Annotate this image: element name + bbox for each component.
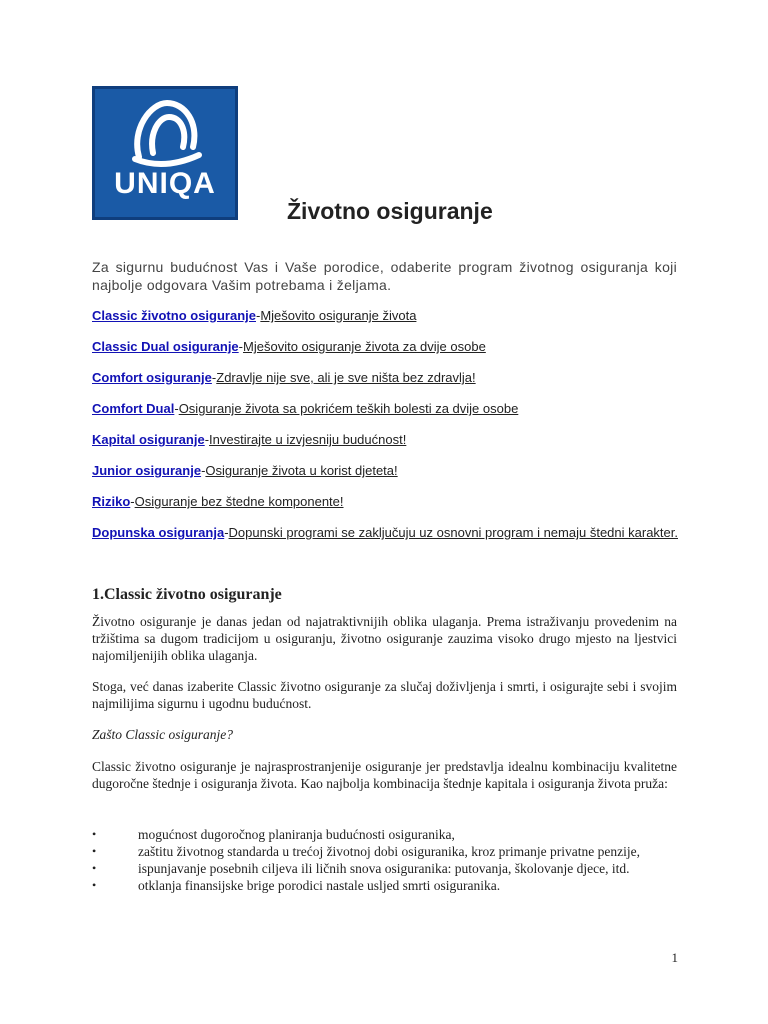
program-item: Comfort Dual-Osiguranje života sa pokrićem teških bolesti za dvije osobe <box>92 401 519 416</box>
program-item: Dopunska osiguranja-Dopunski programi se zaključuju uz osnovni program i nemaju štedni karakter. <box>92 525 678 540</box>
intro-paragraph: Za sigurnu budućnost Vas i Vaše porodice, odaberite program životnog osiguranja koji najbolje odgovara Vašim potrebama i željama. <box>92 259 677 293</box>
program-description[interactable]: Osiguranje bez štedne komponente! <box>134 494 344 509</box>
program-description[interactable]: Osiguranje života sa pokrićem teških bolesti za dvije osobe <box>178 401 519 416</box>
program-list <box>92 308 678 556</box>
program-description[interactable]: Mješovito osiguranje života <box>260 308 417 323</box>
program-item: Classic Dual osiguranje-Mješovito osiguranje života za dvije osobe <box>92 339 486 354</box>
program-item: Classic životno osiguranje-Mješovito osiguranje života <box>92 308 417 323</box>
section-subheading: Zašto Classic osiguranje? <box>92 727 234 742</box>
program-item: Comfort osiguranje-Zdravlje nije sve, ali je sve ništa bez zdravlja! <box>92 370 476 385</box>
list-item: • otklanja finansijske brige porodici nastale usljed smrti osiguranika. <box>92 878 501 893</box>
list-item: • zaštitu životnog standarda u trećoj životnoj dobi osiguranika, kroz primanje privatne penzije, <box>92 844 640 859</box>
program-item: Kapital osiguranje-Investirajte u izvjesniju budućnost! <box>92 432 407 447</box>
program-link-junior[interactable]: Junior osiguranje <box>92 463 202 478</box>
program-link-riziko[interactable]: Riziko <box>92 494 131 509</box>
benefits-list <box>92 826 677 894</box>
program-link-dopunska[interactable]: Dopunska osiguranja <box>92 525 225 540</box>
program-description[interactable]: Dopunski programi se zaključuju uz osnovni program i nemaju štedni karakter. <box>228 525 678 540</box>
bullet-icon: • <box>92 844 97 858</box>
page-number: 1 <box>671 950 678 965</box>
section-paragraph-2: Stoga, već danas izaberite Classic životno osiguranje za slučaj doživljenja i smrti, i osigurajte sebi i svojim najmilijima sigurnu i ugodnu budućnost. <box>92 679 677 711</box>
program-description[interactable]: Zdravlje nije sve, ali je sve ništa bez zdravlja! <box>216 370 476 385</box>
list-item: • ispunjavanje posebnih ciljeva ili ličnih snova osiguranika: putovanja, školovanje djece, itd. <box>92 861 630 876</box>
program-link-comfort-dual[interactable]: Comfort Dual <box>92 401 175 416</box>
uniqa-logo <box>92 86 238 220</box>
list-item: • mogućnost dugoročnog planiranja budućnosti osiguranika, <box>92 827 455 842</box>
page-title: Životno osiguranje <box>287 198 493 224</box>
program-link-comfort[interactable]: Comfort osiguranje <box>92 370 212 385</box>
program-description[interactable]: Osiguranje života u korist djeteta! <box>205 463 398 478</box>
program-link-kapital[interactable]: Kapital osiguranje <box>92 432 205 447</box>
program-description[interactable]: Mješovito osiguranje života za dvije osobe <box>243 339 486 354</box>
section-title: 1.Classic životno osiguranje <box>92 586 282 603</box>
logo-text: UNIQA <box>114 167 216 200</box>
program-link-classic[interactable]: Classic životno osiguranje <box>92 308 256 323</box>
program-item: Junior osiguranje-Osiguranje života u korist djeteta! <box>92 463 398 478</box>
bullet-icon: • <box>92 827 97 841</box>
bullet-icon: • <box>92 861 97 875</box>
program-link-classic-dual[interactable]: Classic Dual osiguranje <box>92 339 239 354</box>
section-paragraph-3: Classic životno osiguranje je najrasprostranjenije osiguranje jer predstavlja idealnu kombinaciju kvalitetne dugoročne štednje i osiguranja života. Kao najbolja kombinacija štednje kapitala i osiguranja života pruža: <box>92 759 677 791</box>
section-paragraph-1: Životno osiguranje je danas jedan od najatraktivnijih oblika ulaganja. Prema istraživanju provedenim na tržištima sa dugom tradicijom u osiguranju, životno osiguranje zauzima visoko drugo mjesto na ljestvici najomiljenijih oblika ulaganja. <box>92 614 677 663</box>
program-description[interactable]: Investirajte u izvjesniju budućnost! <box>209 432 407 447</box>
program-item: Riziko-Osiguranje bez štedne komponente! <box>92 494 344 509</box>
bullet-icon: • <box>92 878 97 892</box>
